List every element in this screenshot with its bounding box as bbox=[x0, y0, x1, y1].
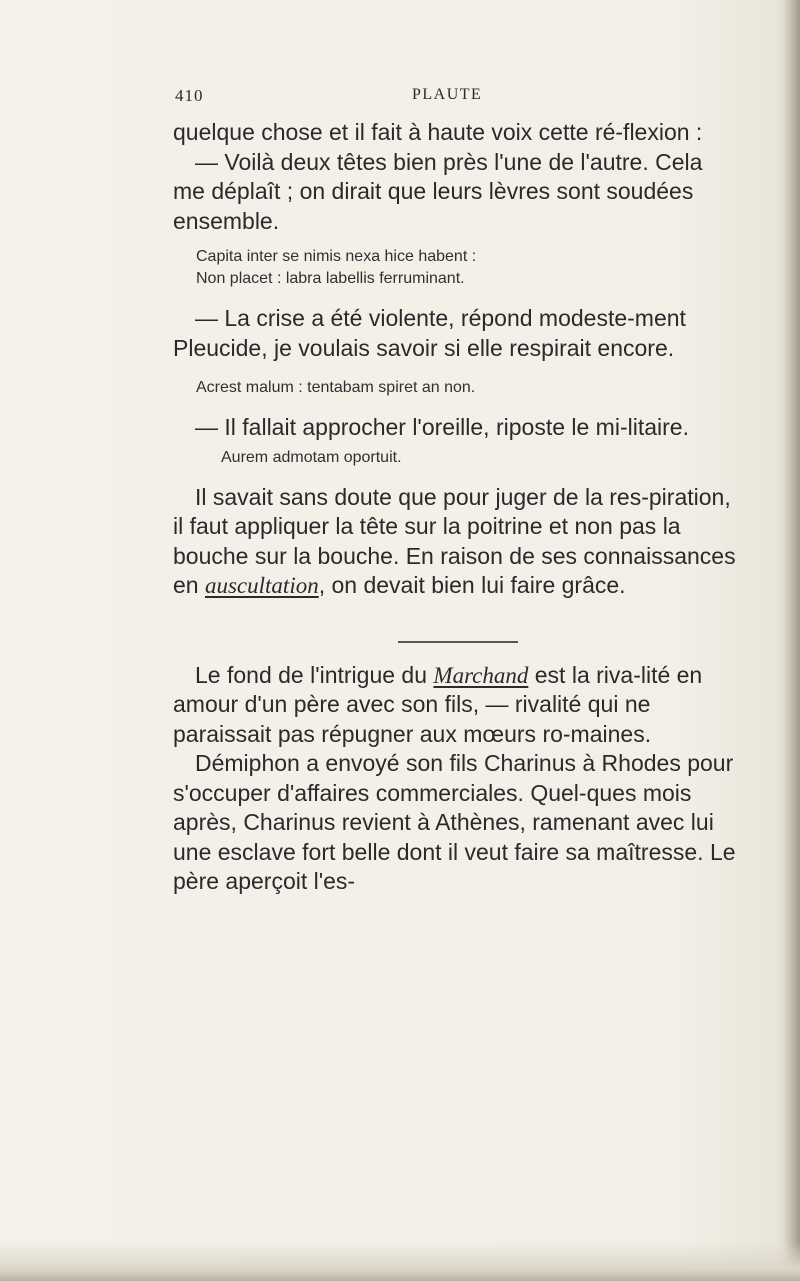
page-bottom-shadow bbox=[0, 1241, 800, 1281]
paragraph bbox=[173, 483, 738, 601]
latin-quote bbox=[173, 246, 738, 290]
latin-quote-line: Capita inter se nimis nexa hice habent : bbox=[196, 248, 477, 265]
page-header bbox=[175, 86, 775, 110]
paragraph: quelque chose et il fait à haute voix cette ré-flexion : bbox=[173, 119, 703, 145]
page-body bbox=[173, 118, 738, 897]
latin-quote-line: Non placet : labra labellis ferruminant. bbox=[196, 270, 465, 287]
paragraph-text: Il savait sans doute que pour juger de la res-piration, il faut appliquer la tête sur la poitrine et non pas la bouche sur la bouche. En raison de ses connaissances en bbox=[173, 483, 736, 598]
page-edge-shadow bbox=[782, 0, 800, 1281]
running-head: PLAUTE bbox=[412, 86, 483, 103]
section-divider-area bbox=[173, 601, 738, 661]
italic-term: auscultation bbox=[204, 573, 319, 598]
paragraph-text: , on devait bien lui faire grâce. bbox=[318, 572, 626, 598]
latin-quote-line: Acrest malum : tentabam spiret an non. bbox=[196, 379, 476, 396]
paragraph-text: est la riva-lité en amour d'un père avec son fils, — rivalité qui ne paraissait pas répugner aux mœurs ro-maines. bbox=[173, 661, 703, 747]
paragraph bbox=[173, 661, 738, 750]
latin-quote bbox=[173, 377, 738, 399]
section-divider bbox=[398, 641, 518, 643]
paragraph: — Voilà deux têtes bien près l'une de l'autre. Cela me déplaît ; on dirait que leurs lèvres sont soudées ensemble. bbox=[173, 148, 703, 234]
paragraph: — La crise a été violente, répond modeste-ment Pleucide, je voulais savoir si elle respirait encore. bbox=[173, 305, 686, 361]
paragraph: Démiphon a envoyé son fils Charinus à Rhodes pour s'occuper d'affaires commerciales. Quel-ques mois après, Charinus revient à Athènes, ramenant avec lui une esclave fort belle dont il veut faire sa maîtresse. Le père aperçoit l'es- bbox=[173, 750, 736, 894]
paragraph: — Il fallait approcher l'oreille, riposte le mi-litaire. bbox=[195, 414, 689, 440]
page-number: 410 bbox=[175, 86, 204, 105]
paragraph-text: Le fond de l'intrigue du bbox=[195, 661, 434, 688]
latin-quote bbox=[173, 447, 738, 469]
italic-title: Marchand bbox=[433, 662, 529, 688]
latin-quote-line: Aurem admotam oportuit. bbox=[221, 448, 402, 466]
